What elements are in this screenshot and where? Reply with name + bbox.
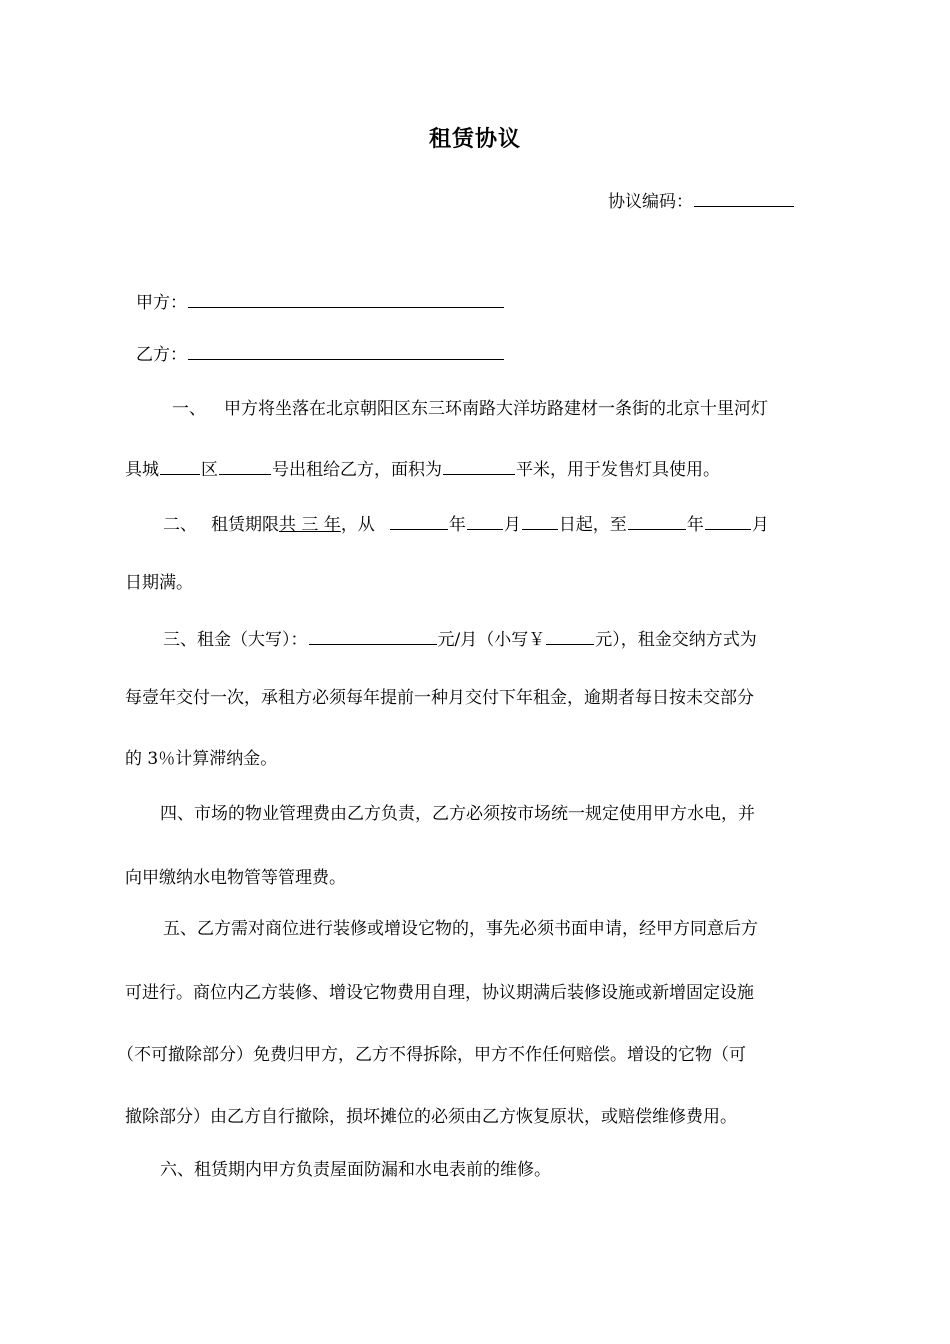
clause-1-text-a: 具城 xyxy=(125,460,159,480)
clause-2-text-e: 月 xyxy=(503,515,521,535)
zone-blank xyxy=(160,456,200,475)
rent-words-blank xyxy=(309,626,437,645)
end-month-blank xyxy=(705,511,751,530)
party-b-label: 乙方： xyxy=(136,345,187,365)
agreement-number-blank xyxy=(694,188,794,207)
clause-3-text-b: 元/月（小写￥ xyxy=(437,630,546,650)
clause-2-text-d: 年 xyxy=(448,515,466,535)
clause-2-text-h: 月 xyxy=(751,515,769,535)
clause-1-number: 一、 xyxy=(172,399,206,419)
rent-figures-blank xyxy=(546,626,594,645)
party-b-blank xyxy=(188,341,504,360)
party-a-row xyxy=(136,289,505,315)
document-title: 租赁协议 xyxy=(428,127,521,152)
area-blank xyxy=(443,456,515,475)
start-day-blank xyxy=(522,511,558,530)
clause-3-text-c: 元），租金交纳方式为 xyxy=(595,630,757,650)
clause-2-text-g: 年 xyxy=(686,515,704,535)
clause-2-text-a: 租赁期限 xyxy=(211,515,279,535)
party-a-blank xyxy=(188,289,504,308)
clause-5-line-4: 撤除部分）由乙方自行撤除，损坏摊位的必须由乙方恢复原状，或赔偿维修费用。 xyxy=(125,1107,737,1127)
clause-1-line-2 xyxy=(125,456,720,482)
clause-2-number: 二、 xyxy=(163,515,197,535)
party-a-label: 甲方： xyxy=(136,293,187,313)
clause-2-line-1 xyxy=(163,511,769,537)
agreement-number-row xyxy=(608,188,795,214)
start-month-blank xyxy=(467,511,503,530)
clause-4-line-1: 四、市场的物业管理费由乙方负责，乙方必须按市场统一规定使用甲方水电，并 xyxy=(160,804,755,824)
clause-3-line-2: 每壹年交付一次，承租方必须每年提前一种月交付下年租金，逾期者每日按未交部分 xyxy=(125,688,754,708)
clause-6-line-1: 六、租赁期内甲方负责屋面防漏和水电表前的维修。 xyxy=(160,1160,551,1180)
clause-5-line-3: （不可撤除部分）免费归甲方，乙方不得拆除，甲方不作任何赔偿。增设的它物（可 xyxy=(117,1045,746,1065)
clause-1-text-b: 区 xyxy=(201,460,218,480)
clause-5-line-1: 五、乙方需对商位进行装修或增设它物的，事先必须书面申请，经甲方同意后方 xyxy=(163,919,758,939)
clause-1-line-1 xyxy=(172,397,768,421)
clause-2-text-f: 日起，至 xyxy=(558,515,627,535)
clause-5-line-2: 可进行。商位内乙方装修、增设它物费用自理，协议期满后装修设施或新增固定设施 xyxy=(125,983,754,1003)
agreement-number-label: 协议编码： xyxy=(608,192,693,212)
party-b-row xyxy=(136,341,505,367)
clause-1-text-d: 平米，用于发售灯具使用。 xyxy=(516,460,720,480)
end-year-blank xyxy=(628,511,686,530)
number-blank xyxy=(219,456,271,475)
clause-2-text-c: ，从 xyxy=(340,515,375,535)
clause-3-line-3: 的 3％计算滞纳金。 xyxy=(125,749,278,769)
clause-4-line-2: 向甲缴纳水电物管等管理费。 xyxy=(125,868,346,888)
clause-1-text: 甲方将坐落在北京朝阳区东三环南路大洋坊路建材一条街的北京十里河灯 xyxy=(224,399,768,419)
lease-term-value: 共 三 年 xyxy=(279,515,341,535)
clause-2-line-2: 日期满。 xyxy=(125,573,193,593)
clause-1-text-c: 号出租给乙方，面积为 xyxy=(272,460,442,480)
clause-3-text-a: 三、租金（大写）： xyxy=(163,630,308,650)
start-year-blank xyxy=(390,511,448,530)
clause-3-line-1 xyxy=(163,626,757,652)
